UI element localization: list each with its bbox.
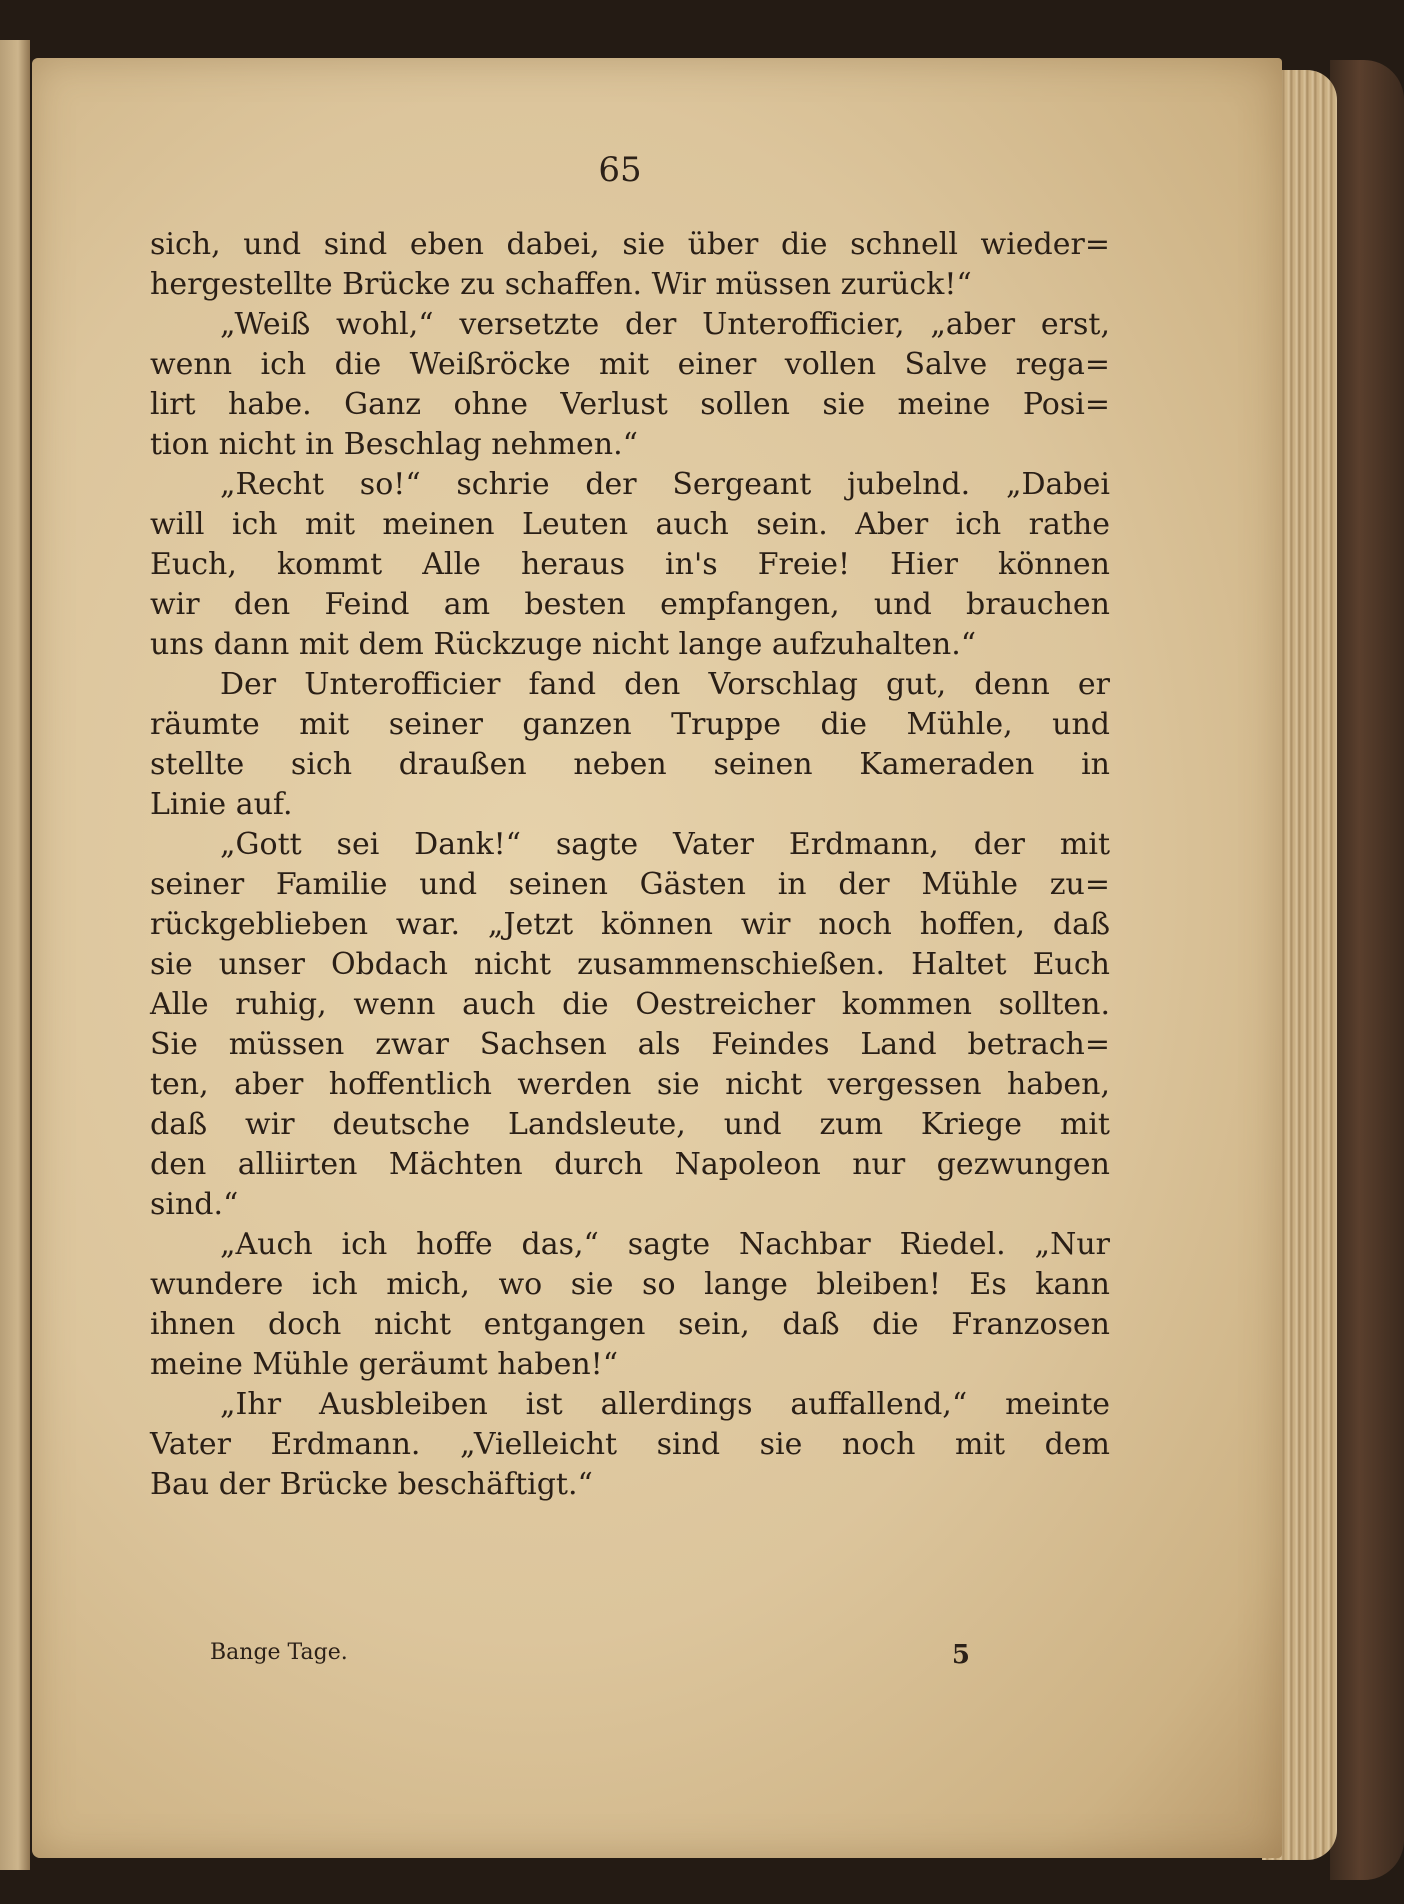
text-line: „Ihr Ausbleiben ist allerdings auffallend,“ meinte [220,1387,1110,1422]
text-line: Bau der Brücke beschäftigt.“ [150,1467,593,1502]
text-line: daß wir deutsche Landsleute, und zum Kriege mit [150,1107,1110,1142]
text-line: Der Unterofficier fand den Vorschlag gut, denn er [220,667,1110,702]
text-line: tion nicht in Beschlag nehmen.“ [150,427,638,462]
text-line: wenn ich die Weißröcke mit einer vollen Salve rega= [150,347,1110,382]
text-line: Linie auf. [150,787,293,822]
text-line: lirt habe. Ganz ohne Verlust sollen sie meine Posi= [150,387,1110,422]
text-line: wir den Feind am besten empfangen, und brauchen [150,587,1110,622]
text-line: seiner Familie und seinen Gästen in der Mühle zu= [150,867,1110,902]
text-line: „Recht so!“ schrie der Sergeant jubelnd. „Dabei [220,467,1110,502]
text-line: „Auch ich hoffe das,“ sagte Nachbar Riedel. „Nur [220,1227,1110,1262]
text-line: ihnen doch nicht entgangen sein, daß die Franzosen [150,1307,1110,1342]
text-line: uns dann mit dem Rückzuge nicht lange aufzuhalten.“ [150,627,977,662]
text-line: räumte mit seiner ganzen Truppe die Mühle, und [150,707,1110,742]
text-line: meine Mühle geräumt haben!“ [150,1347,619,1382]
text-line: stellte sich draußen neben seinen Kameraden in [150,747,1110,782]
text-line: will ich mit meinen Leuten auch sein. Aber ich rathe [150,507,1110,542]
sheet-number: 5 [951,1640,970,1670]
text-line: den alliirten Mächten durch Napoleon nur gezwungen [150,1147,1110,1182]
text-line: hergestellte Brücke zu schaffen. Wir müssen zurück!“ [150,267,972,302]
text-line: Vater Erdmann. „Vielleicht sind sie noch mit dem [150,1427,1110,1462]
text-line: ten, aber hoffentlich werden sie nicht vergessen haben, [150,1067,1110,1102]
previous-page-edge [0,40,30,1870]
text-line: Sie müssen zwar Sachsen als Feindes Land betrach= [150,1027,1110,1062]
text-line: Alle ruhig, wenn auch die Oestreicher kommen sollten. [150,987,1110,1022]
page-footer [210,1640,970,1676]
text-line: rückgeblieben war. „Jetzt können wir noch hoffen, daß [150,907,1110,942]
text-line: wundere ich mich, wo sie so lange bleiben! Es kann [150,1267,1110,1302]
text-line: sind.“ [150,1187,239,1222]
signature-mark: Bange Tage. [210,1640,348,1665]
text-line: sich, und sind eben dabei, sie über die schnell wieder= [150,227,1110,262]
text-line: „Gott sei Dank!“ sagte Vater Erdmann, der mit [220,827,1110,862]
text-line: „Weiß wohl,“ versetzte der Unterofficier, „aber erst, [220,307,1110,342]
page-number: 65 [598,150,642,190]
text-line: Euch, kommt Alle heraus in's Freie! Hier können [150,547,1110,582]
text-line: sie unser Obdach nicht zusammenschießen. Haltet Euch [150,947,1110,982]
body-text [150,225,1110,1505]
book-cover-edge [1330,60,1404,1880]
